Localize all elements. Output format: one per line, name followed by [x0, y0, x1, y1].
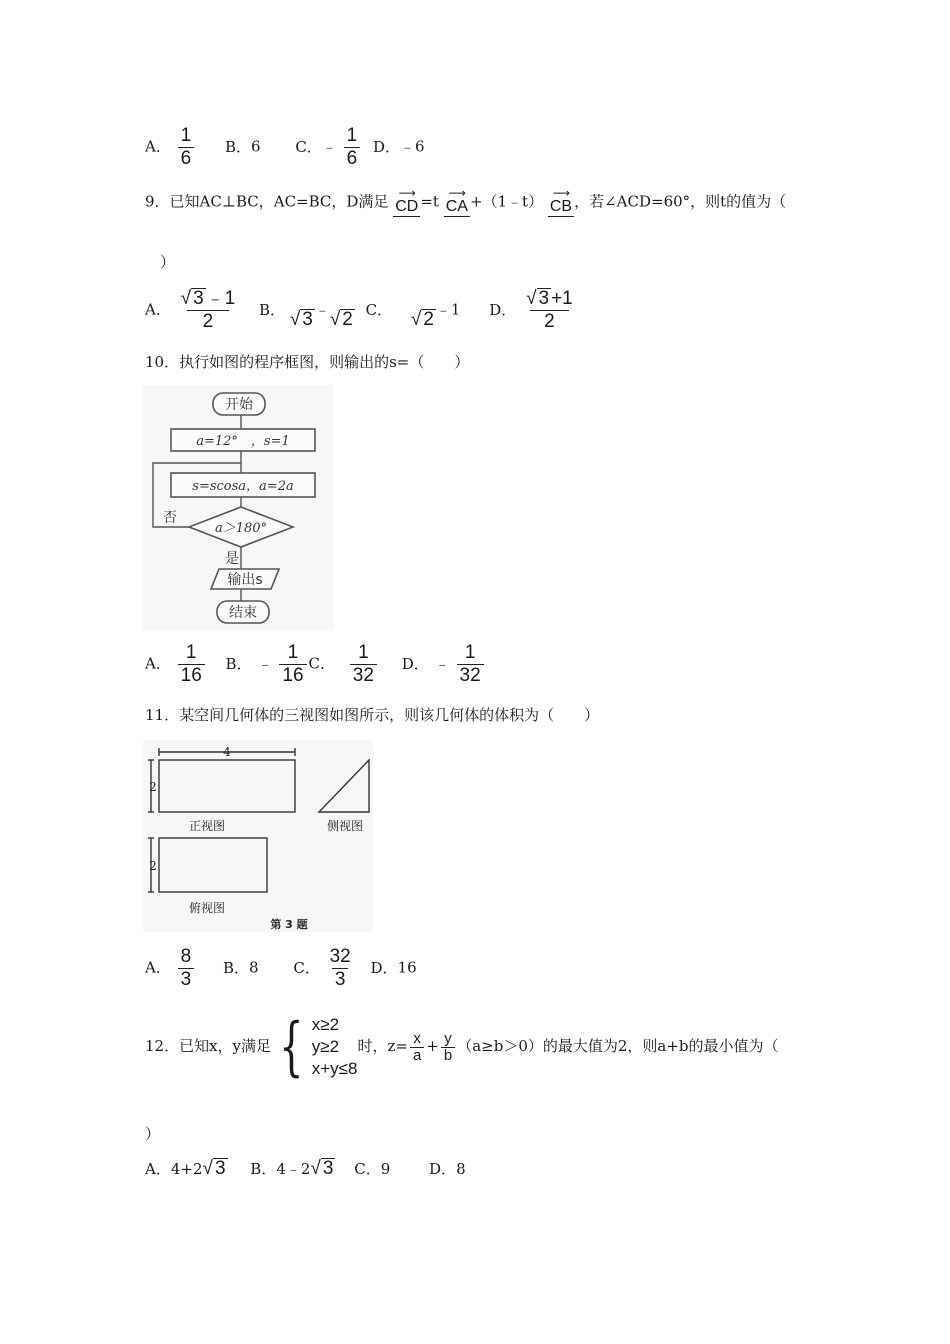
option-label: C．: [365, 300, 393, 319]
loop-label: s=scosa，a=2a: [192, 479, 294, 494]
fraction: $\frac{1}{6}$: [178, 125, 195, 170]
q9-prefix: 9．已知AC⊥BC，AC=BC，D满足: [145, 192, 389, 211]
option-label: A．: [145, 137, 171, 156]
option-label: B．: [250, 1160, 277, 1178]
constraint-3: x+y≤8: [311, 1059, 358, 1078]
q8-options: [145, 125, 425, 170]
option-value: 6: [251, 137, 261, 156]
sqrt: √ 3: [526, 288, 550, 309]
option-label: B．: [222, 958, 250, 977]
constraint-2: y≥2: [311, 1037, 340, 1056]
option-label: D．: [489, 300, 517, 319]
option-label: A．: [145, 958, 171, 977]
option-label: D．: [372, 137, 401, 156]
init-label: a=12° ，s=1: [196, 434, 290, 449]
option-label: A．: [145, 300, 171, 319]
sign: ﹣: [321, 137, 337, 156]
option-value: 16: [397, 958, 417, 977]
option-label: D．: [401, 654, 429, 673]
fraction: $\frac{1}{32}$: [457, 642, 484, 687]
output-label: 输出s: [227, 572, 263, 588]
q9-eq: =t: [420, 192, 439, 211]
sign: ﹣: [434, 654, 450, 673]
option-label: B．: [259, 300, 286, 319]
option-value: 8: [456, 1160, 466, 1178]
sqrt: √ 3: [310, 1158, 334, 1179]
option-label: B．: [224, 137, 252, 156]
fraction: √ 3 +1 2: [526, 288, 573, 332]
top-view-label: 俯视图: [188, 901, 226, 915]
constraint-1: x≥2: [311, 1015, 340, 1034]
fraction: $\frac{1}{16}$: [279, 642, 306, 687]
q12-stem: [145, 1008, 779, 1084]
side-view-label: 侧视图: [326, 819, 364, 833]
option-label: A．: [145, 1160, 171, 1178]
front-view-label: 正视图: [188, 819, 226, 833]
q9-stem: [145, 188, 786, 217]
option-label: C．: [308, 654, 335, 673]
minus-one: ﹣1: [435, 300, 461, 319]
three-view-figure: [143, 740, 373, 932]
option-value: ﹣6: [400, 137, 425, 156]
vector-ca: ⟶ CA: [445, 186, 468, 215]
top-height-label: 2: [149, 859, 157, 873]
plus: +: [426, 1037, 439, 1055]
width-label: 4: [223, 745, 231, 759]
q11-stem: 11．某空间几何体的三视图如图所示，则该几何体的体积为（ ）: [145, 706, 600, 724]
fraction: $\frac{1}{16}$: [178, 642, 205, 687]
end-label: 结束: [229, 605, 257, 621]
sign: ﹣: [257, 654, 273, 673]
fraction: $\frac{32}{3}$: [329, 946, 351, 990]
sqrt: √ 2: [329, 308, 353, 330]
fraction: $\frac{y}{b}$: [441, 1031, 455, 1064]
q10-options: [145, 642, 486, 687]
fraction: $\frac{8}{3}$: [178, 946, 195, 991]
sqrt: √ 3: [289, 308, 313, 330]
sqrt: √ 3: [180, 288, 204, 309]
minus: ﹣: [314, 300, 330, 319]
start-label: 开始: [225, 397, 253, 413]
no-label: 否: [163, 510, 177, 526]
yes-label: 是: [225, 551, 239, 567]
fraction: $\frac{1}{6}$: [344, 125, 361, 170]
constraint-system: { x≥2 y≥2 x+y≤8: [279, 1010, 358, 1084]
q12-options: [145, 1158, 466, 1179]
vector-cd: ⟶ CD: [395, 186, 419, 215]
q9-plus: +（1﹣t）: [469, 192, 544, 211]
sqrt: √ 3: [202, 1158, 226, 1179]
q12-close: ）: [145, 1125, 161, 1143]
option-value: 8: [249, 958, 259, 977]
q9-options: [145, 288, 578, 333]
q12-prefix: 12．已知x，y满足: [145, 1037, 272, 1055]
cond-label: a＞180°: [214, 521, 268, 536]
sqrt: √ 2: [410, 308, 434, 330]
q12-suffix: （a≥b＞0）的最大值为2，则a+b的最小值为（: [457, 1037, 779, 1055]
option-label: B．: [225, 654, 252, 673]
option-value: 4+2: [170, 1160, 203, 1178]
option-label: D．: [370, 958, 398, 977]
vector-cb: ⟶ CB: [549, 186, 573, 215]
front-height-label: 2: [149, 780, 157, 794]
option-label: D．: [429, 1160, 457, 1178]
fraction: $\frac{x}{a}$: [410, 1031, 424, 1064]
q12-mid: 时，z=: [357, 1037, 408, 1055]
option-label: C．: [295, 137, 322, 156]
figure-caption: 第 3 题: [270, 918, 308, 931]
q9-close: ）: [160, 253, 176, 271]
option-label: C．: [293, 958, 320, 977]
option-value: 9: [380, 1160, 391, 1178]
q11-options: [145, 946, 417, 991]
q10-stem: 10．执行如图的程序框图，则输出的s=（ ）: [145, 353, 470, 371]
q9-suffix: ，若∠ACD=60°，则t的值为（: [574, 192, 787, 211]
fraction: √ 3 ﹣1 2: [180, 288, 236, 332]
option-value: 4﹣2: [276, 1160, 311, 1178]
flowchart: [143, 385, 333, 630]
fraction: $\frac{1}{32}$: [350, 642, 377, 687]
option-label: C．: [354, 1160, 381, 1178]
option-label: A．: [145, 654, 171, 673]
